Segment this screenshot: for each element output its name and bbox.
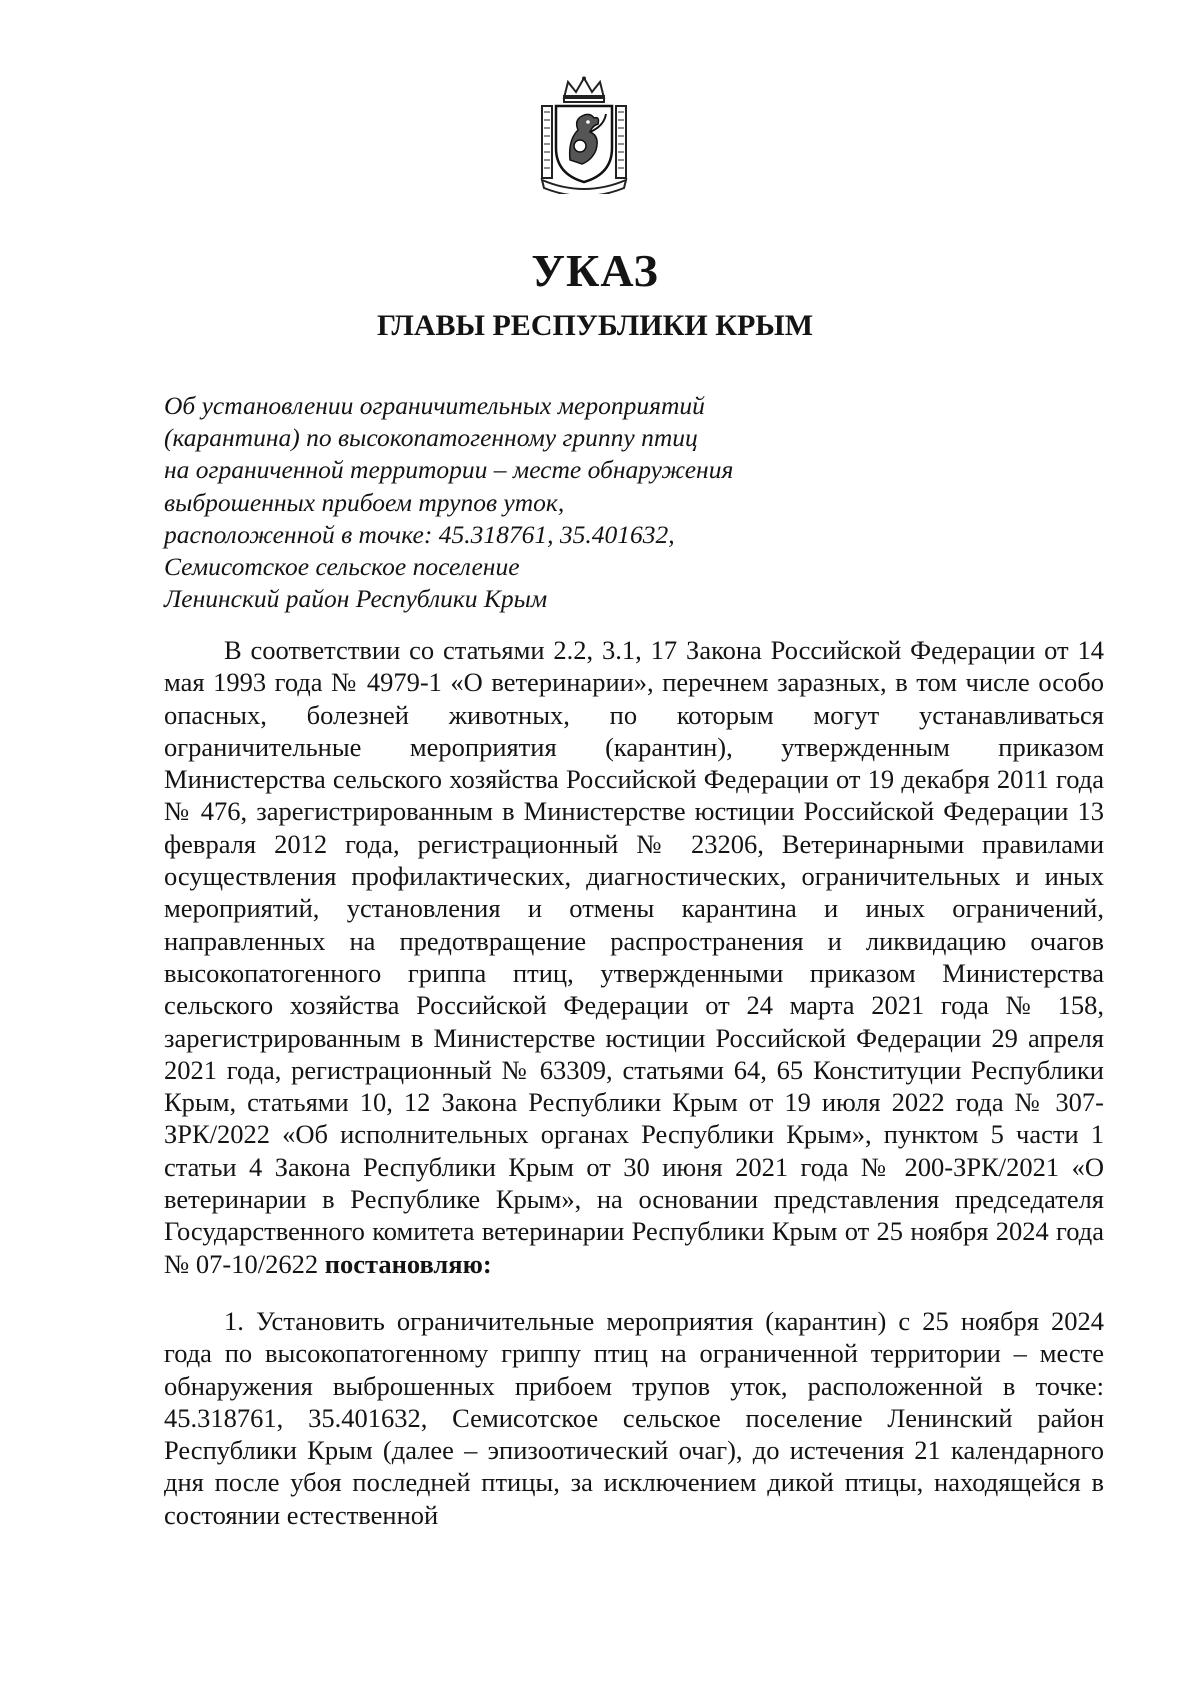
subject-line: Об установлении ограничительных мероприятий xyxy=(164,391,705,420)
item-1-paragraph: 1. Установить ограничительные мероприятия (карантин) с 25 ноября 2024 года по высокопатогенному гриппу птиц на ограниченной территории – месте обнаружения выброшенных прибоем трупов уток, расположенной в точке: 45.318761, 35.401632, Семисотское сельское поселение Ленинский район Республики Крым (далее – эпизоотический очаг), до истечения 21 календарного дня после убоя последней птицы, за исключением дикой птицы, находящейся в состоянии естественной xyxy=(164,1305,1104,1530)
preamble-text: В соответствии со статьями 2.2, 3.1, 17 Закона Российской Федерации от 14 мая 1993 года № 4979-1 «О ветеринарии», перечнем заразных, в том числе особо опасных, болезней животных, по которым могут устанавливаться ограничительные мероприятия (карантин), утвержденным приказом Министерства сельского хозяйства Российской Федерации от 19 декабря 2011 года № 476, зарегистрированным в Министерстве юстиции Российской Федерации 13 февраля 2012 года, регистрационный № 23206, Ветеринарными правилами осуществления профилактических, диагностических, ограничительных и иных мероприятий, установления и отмены карантина и иных ограничений, направленных на предотвращение распространения и ликвидацию очагов высокопатогенного гриппа птиц, утвержденными приказом Министерства сельского хозяйства Российской Федерации от 24 марта 2021 года № 158, зарегистрированным в Министерстве юстиции Российской Федерации 29 апреля 2021 года, регистрационный № 63309, статьями 64, 65 Конституции Республики Крым, статьями 10, 12 Закона Республики Крым от 19 июля 2022 года № 307-ЗРК/2022 «Об исполнительных органах Республики Крым», пунктом 5 части 1 статьи 4 Закона Республики Крым от 30 июня 2021 года № 200-ЗРК/2021 «О ветеринарии в Республике Крым», на основании представления председателя Государственного комитета ветеринарии Республики Крым от 25 ноября 2024 года № 07-10/2622 xyxy=(164,635,1104,1279)
document-subtitle: ГЛАВЫ РЕСПУБЛИКИ КРЫМ xyxy=(376,309,814,342)
subject-line: (карантина) по высокопатогенному гриппу птиц xyxy=(164,423,698,453)
subject-line: Ленинский район Республики Крым xyxy=(164,584,548,614)
decree-subject xyxy=(164,390,864,615)
decree-word: постановляю: xyxy=(324,1248,492,1279)
subject-line: расположенной в точке: 45.318761, 35.401632, xyxy=(164,519,675,549)
decree-body xyxy=(164,634,1104,1556)
document-title: УКАЗ xyxy=(531,245,659,296)
subject-line: выброшенных прибоем трупов уток, xyxy=(164,487,565,517)
subject-line: Семисотское сельское поселение xyxy=(164,552,520,582)
preamble-paragraph xyxy=(164,634,1104,1280)
crimea-coat-of-arms-icon xyxy=(534,76,634,194)
subject-line: на ограниченной территории – месте обнаружения xyxy=(164,455,734,485)
